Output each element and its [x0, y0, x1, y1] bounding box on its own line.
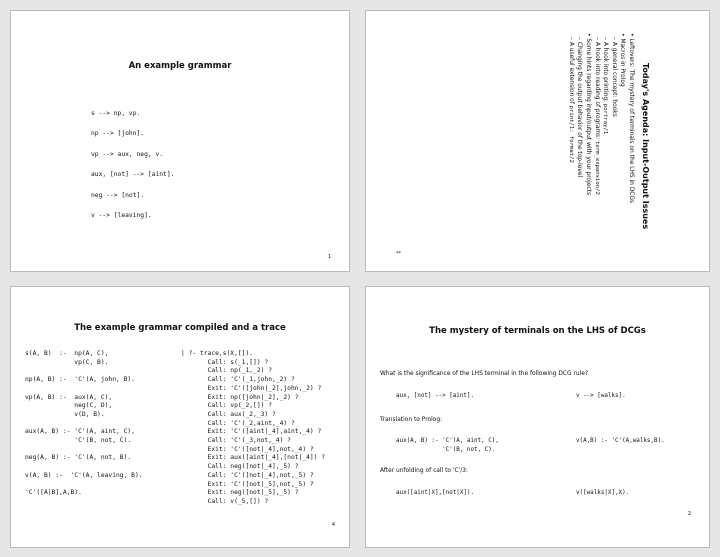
trace-line: Call: 'C'(_1,john,_2) ?: [181, 376, 295, 384]
code-line: v(A, B) :- 'C'(A, leaving, B).: [25, 471, 143, 479]
trace-line: Call: 'C'(_2,aint,_4) ?: [181, 419, 295, 427]
slide-title: An example grammar: [128, 61, 232, 71]
page-number: 2: [687, 511, 691, 517]
trace-line: Exit: neg([not|_5],_5) ?: [181, 489, 299, 497]
grammar-rule: neg --> [not].: [91, 192, 145, 199]
code-line: vp(A, B) :- aux(A, C),: [25, 393, 113, 401]
code-line: [25, 463, 143, 472]
code-line: np(A, B) :- 'C'(A, john, B).: [25, 376, 135, 384]
trace-line: Call: s(_1,[]) ?: [181, 358, 269, 366]
list-item: • Some hints regarding input/output with your projects: [585, 33, 592, 196]
list-item: – A hook into printing: portray/1: [602, 37, 609, 135]
agenda-list: [566, 33, 635, 263]
trace-line: Exit: 'C'([not|_5],not,_5) ?: [181, 480, 314, 488]
code-line: [25, 446, 143, 455]
slide-example-grammar: [10, 10, 350, 272]
page-number: **: [396, 251, 401, 257]
trace-line: Exit: 'C'([john|_2],john,_2) ?: [181, 384, 322, 392]
page-number: 1: [327, 254, 331, 260]
slide-title: The mystery of terminals on the LHS of DCGs: [429, 326, 646, 336]
slide-agenda: [365, 10, 710, 272]
prolog-clause: v(A,B) :- 'C'(A,walks,B).: [576, 438, 665, 444]
code-line: 'C'([A|B],A,B).: [25, 489, 82, 497]
trace-line: Exit: 'C'([aint|_4],aint,_4) ?: [181, 428, 322, 436]
trace-line: Call: aux(_2,_3) ?: [181, 410, 276, 418]
code-line: aux(A, B) :- 'C'(A, aint, C),: [25, 428, 135, 436]
trace-line: Call: v(_5,[]) ?: [181, 497, 269, 505]
unfolded-clause: aux([aint|X],[not|X]).: [396, 490, 475, 496]
code-line: neg(C, D),: [25, 402, 113, 410]
trace-line: Call: neg([not|_4],_5) ?: [181, 463, 299, 471]
section-label: After unfolding of call to 'C'/3:: [380, 468, 468, 474]
code-line: neg(A, B) :- 'C'(A, not, B).: [25, 454, 132, 462]
list-item: – A useful extension of print/1: format/2: [567, 37, 574, 163]
grammar-rule: aux, [not] --> [aint].: [91, 171, 175, 178]
dcg-rule: v --> [walks].: [576, 393, 626, 399]
slide-compiled-trace: [10, 286, 350, 548]
grammar-rule: np --> [john].: [91, 130, 145, 137]
list-item: – Changing the output behavior of the top-level: [576, 37, 583, 178]
code-line: v(D, B).: [25, 410, 105, 418]
code-line: 'C'(B, not, C).: [25, 437, 132, 445]
page-number: 4: [331, 522, 335, 528]
section-label: Translation to Prolog:: [380, 417, 443, 423]
dcg-rule: aux, [not] --> [aint].: [396, 393, 475, 399]
trace-line: Call: 'C'([not|_4],not,_5) ?: [181, 471, 314, 479]
trace-line: Exit: np([john|_2],_2) ?: [181, 393, 299, 401]
trace-line: Call: vp(_2,[]) ?: [181, 402, 272, 410]
grammar-rule: s --> np, vp.: [91, 110, 141, 117]
list-item: • Leftovers: The mystery of terminals on the LHS in DCGs: [628, 33, 634, 204]
prolog-clause: 'C'(B, not, C).: [396, 447, 496, 453]
trace-line: Exit: aux([aint|_4],[not|_4]) ?: [181, 454, 326, 462]
code-line: s(A, B) :- np(A, C),: [25, 350, 109, 357]
trace-line: Call: np(_1,_2) ?: [181, 367, 272, 375]
code-line: [25, 367, 143, 376]
list-item: – A hook into reading of programs: term_expansion/2: [593, 37, 600, 195]
slide-title: The example grammar compiled and a trace: [74, 323, 286, 333]
code-line: vp(C, B).: [25, 358, 109, 366]
unfolded-clause: v([walks|X],X).: [576, 490, 630, 496]
trace-line: | ?- trace,s(X,[]).: [181, 350, 254, 357]
list-item: • Macros in Prolog: [619, 33, 626, 87]
prolog-clause: aux(A, B) :- 'C'(A, aint, C),: [396, 438, 499, 444]
slide-title: Today's Agenda: Input-Output Issues: [641, 63, 650, 230]
code-line: [25, 420, 143, 429]
code-line: [25, 385, 143, 394]
trace-line: Exit: 'C'([not|_4],not,_4) ?: [181, 445, 314, 453]
trace-output: [181, 350, 325, 507]
rotated-content: [566, 33, 650, 263]
list-item: – A general concept: hooks: [610, 37, 617, 117]
trace-line: Call: 'C'(_3,not,_4) ?: [181, 437, 291, 445]
question-text: What is the significance of the LHS terminal in the following DCG rule?: [380, 371, 588, 377]
grammar-rule: vp --> aux, neg, v.: [91, 151, 164, 158]
grammar-rule: v --> [leaving].: [91, 212, 152, 219]
code-line: [25, 481, 143, 490]
compiled-code: [25, 350, 143, 498]
slide-lhs-terminals: [365, 286, 710, 548]
